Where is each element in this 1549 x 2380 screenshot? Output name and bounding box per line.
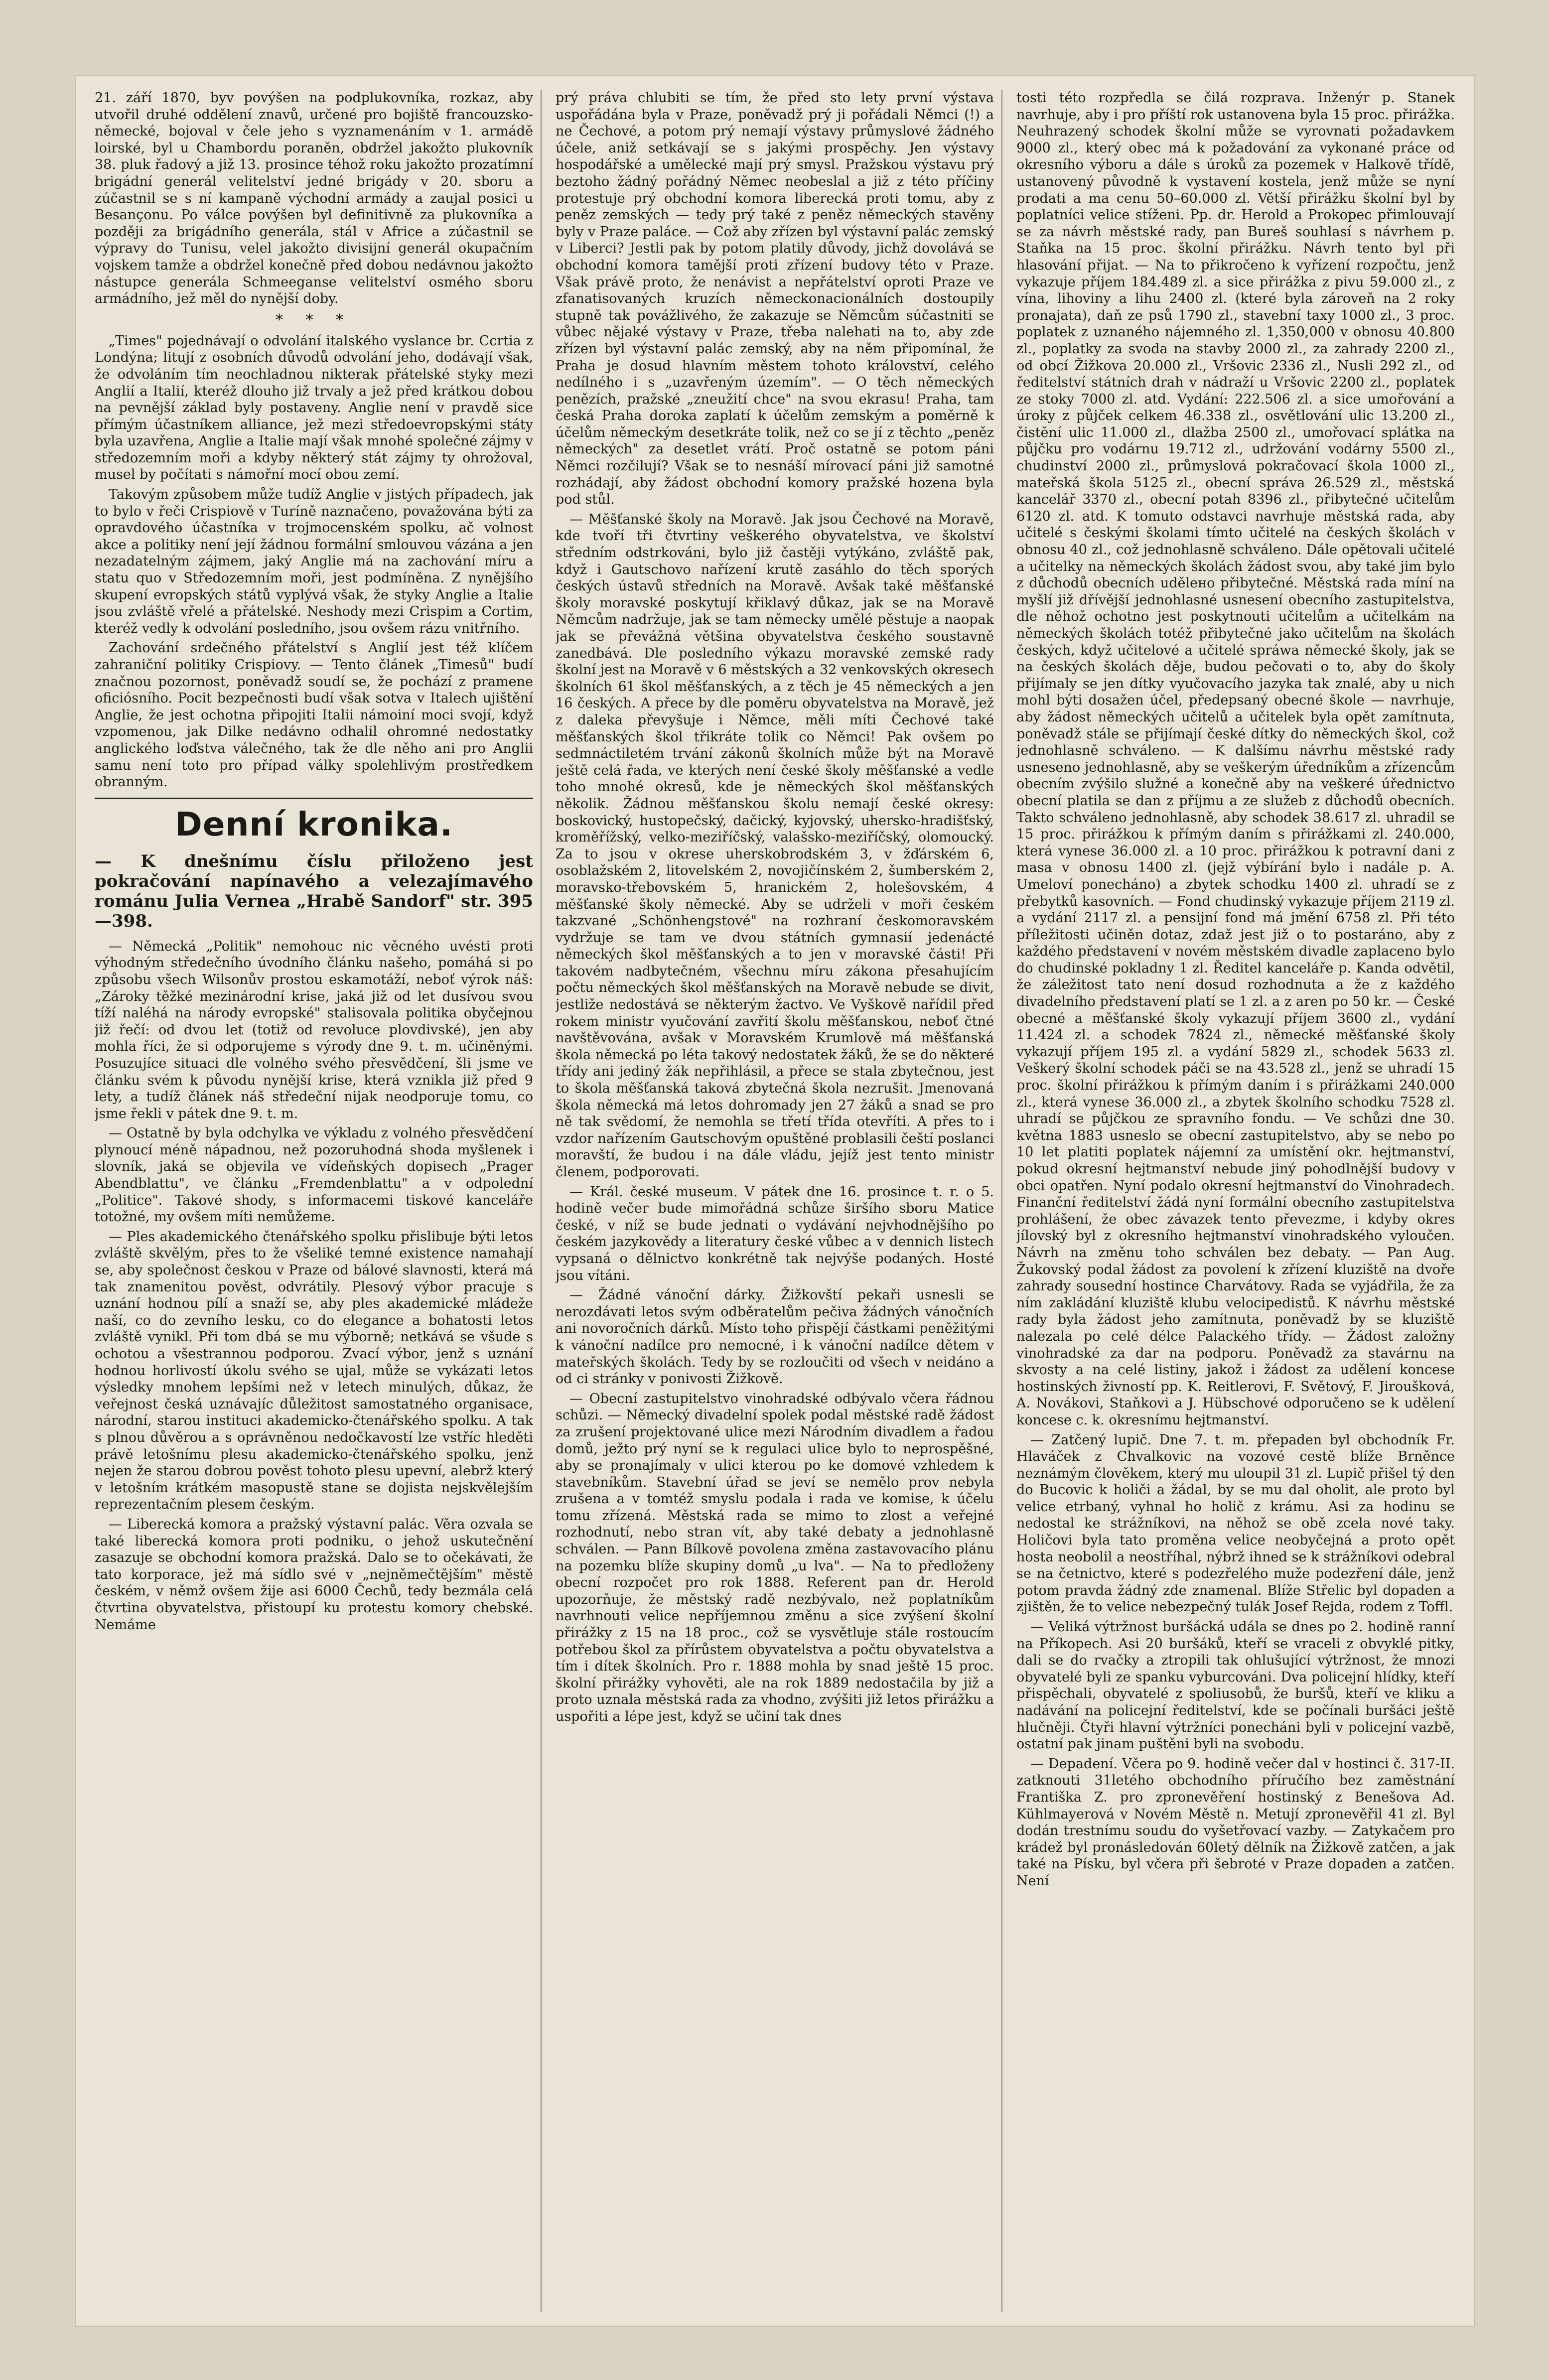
article-paragraph: Takovým způsobem může tudíž Anglie v jistých případech, jak to bylo v řeči Crispiově v Turíně naznačeno, považována býti za opravdového účastníka v trojmocenském spolku, ač volnost akce a politiky není její žádnou formální smlouvou vázána a jen nezadatelným zájmem, jaký Anglie má na zachování míru a statu quo v Středozemním moři, jest podmíněna. Z nynějšího skupení evropských států vyplývá však, že styky Anglie a Italie jsou zvláště vřelé a přátelské. Neshody mezi Crispim a Cortim, kteréž vedly k odvolání posledního, jsou ovšem rázu vnitřního. <box>95 487 533 636</box>
news-item: — Zatčený lupič. Dne 7. t. m. přepaden byl obchodník Fr. Hlaváček z Chvalkovic na vozové cestě blíže Brněnce neznámým člověkem, který mu uloupil 31 zl. Lupič přišel tý den do Bucovic k holiči a žádal, by se mu dal oholit, ale proto byl velice etrbaný, vyhnal ho holič z krámu. Asi za hodinu se nedostal ke strážníkovi, na něhož se obě zcela nové taky. Holičovi byla tato proměna velice neobyčejná a proto opět hosta neobolil a neostříhal, nýbrž ihned se k strážníkovi odebral se na četnictvo, které s podezřelého muže podezření dále, jenž potom pravda žádný zde znamenal. Blíže Střelic byl dopaden a zjištěn, že to velice nebezpečný tulák Josef Rejda, rodem z Toffl. <box>1016 1432 1455 1615</box>
news-item: — Král. české museum. V pátek dne 16. prosince t. r. o 5. hodině večer bude mimořádná schůze širšího sboru Matice české, v níž se bude jednati o vydávání nejvhodnějšího po českém jazykovědy a literatury české vůbec a v dennich listech vypsaná o dělnictvo konkrétně tak nejvýše podaných. Hosté jsou vítáni. <box>556 1184 994 1283</box>
column-divider <box>1001 90 1002 2312</box>
news-item: — Obecní zastupitelstvo vinohradské odbývalo včera řádnou schůzi. — Německý divadelní spolek podal městské radě žádost za zrušení projektované ulice mezi Národním divadlem a řadou domů, ježto prý nyní se k regulaci ulice bylo to neprospěšné, aby se pronajímaly v ulici kterou po ke domové vzhledem k stavebníkům. Stavební úřad se jeví se nemělo prov nebyla zrušena a v tomtéž smyslu podala i rada ve komise, k účelu tomu zřízená. Městská rada se mimo to zlost a veřejné rozhodnutí, nebo stran vít, aby také debaty a jednohlasně schválen. — Pann Bílkově povolena změna zastavovacího plánu na pozemku blíže skupiny domů „u lva". — Na to předloženy obecní rozpočet pro rok 1888. Referent pan dr. Herold upozorňuje, že městský radě nezbývalo, než poplatníkům navrhnouti velice nepříjemnou změnu a sice zvýšení školní přirážky z 15 na 18 proc., což se vysvětluje stále rostoucím potřebou škol za přírůstem obyvatelstva a počtu obyvatelstva a tím i dítek školních. Pro r. 1888 mohla by snad ještě 15 proc. školní přirážky vyhověti, ale na rok 1889 nedostačila by již a proto uznala městská rada za vhodno, zvýšiti již letos přirážku a uspořiti a lépe jest, když se učiní tak dnes <box>556 1391 994 1724</box>
section-separator: * * * <box>275 311 353 329</box>
news-item: tosti této rozpředla se čilá rozprava. Inženýr p. Stanek navrhuje, aby i pro příští rok ustanovena byla 15 proc. přirážka. Neuhrazený schodek školní může se vyrovnati požadavkem 9000 zl., který obec má k požadování za vykonané práce od okresního výboru a dále s úroků za pozemek v Halkově třídě, ustanovený původně k vystavení kostela, jenž může se nyní prodati a ma cenu 50–60.000 zl. Větší přirážku školní byl by poplatníci velice stíženi. Pp. dr. Herold a Prokopec přimlouvají se za návrh městské rady, pan Bureš souhlasí s návrhem p. Staňka na 15 proc. školní přirážku. Návrh tento byl při hlasování přijat. — Na to přikročeno k vyřízení rozpočtu, jenž vykazuje příjem 184.489 zl. a sice přirážka z pivu 59.000 zl., z vína, lihoviny a lihu 2400 zl. (které byla zároveň na 2 roky pronajata), daň ze psů 1790 zl., stavební taxy 1000 zl., 3 proc. poplatek z uznaného nájemného zl. 1,350,000 v obnosu 40.800 zl., poplatky za svoda na stavby 2000 zl., za zahrady 2200 zl., od obcí Žižkova 20.000 zl., Vršovic 2336 zl., Nusli 292 zl., od ředitelství státních drah v nádraží u Vršovic 2200 zl., poplatek ze stoky 7000 zl. atd. Vydání: 222.506 zl. a sice umořování a úroky z půjček celkem 46.338 zl., osvětlování ulic 13.200 zl., čistění ulic 11.000 zl., dlažba 2500 zl., umořovací splátka na půjčku pro vodárnu 19.712 zl., udržování vodárny 5500 zl., chudinství 2000 zl., průmyslová pokračovací škola 1000 zl., mateřská škola 5125 zl., obecní správa 26.529 zl., městská kancelář 3370 zl., obecní potah 8396 zl., přibytečné učitelům 6120 zl. atd. K tomuto odstavci navrhuje městská rada, aby učitelé s českými školami tímto učitelé na českých školách v obnosu 40 zl., což jednohlasně schváleno. Dále opětovali učitelé a učitelky na německých školách žádost svou, aby také jim bylo z důchodů obecních udělено přibytečné. Městská rada míní na myšlí již dřívější jednohlasné usnesení obecního zastupitelstva, dle něhož ochotno jest poskytnouti učitelům a učitelkám na německých školách totéž přibytečné jako učitelům na školách českých, když učitelové a učitelé spráwa německé školy, jak se na českých školách děje, budou pečovati o to, aby do školy přijímaly se jen dítky vyučovacího jazyka tak znalé, aby u nich mohl býti dosažen účel, předepsaný obecné škole — navrhuje, aby žádost německých učitelů a učitelek byla opět zamítnuta, poněvadž stále se přijímají české dítky do německých škol, což jednohlasně schváleno. — K dalšímu návrhu městské rady usneseno jednohlasně, aby se veškerým úředníkům a zřízencům obecním zvýšilo služné a konečně aby na veškeré úřednictvo obecní platila se dan z příjmu a ze služeb z důchodů obecních. Takto schváleno jednohlasně, aby schodek 38.617 zl. uhradil se 15 proc. přirážkou k přímým daním s přirážkami zl. 240.000, která vynese 36.000 zl. a 10 proc. přirážkou k potravní dani z masa v obnosu 1400 zl. (jejž výbírání bylo i nadále p. A. Umeloví ponecháno) a zbytek schodku 1400 zl. uhradí se z přebytků kasovních. — Fond chudinský vykazuje příjem 2119 zl. a vydání 2117 zl. a pensijní fond má jmění 6758 zl. Při této příležitosti učiněn dotaz, zdaž jest již o to postaráno, aby z každého představení v novém městském divadle zaplaceno bylo do chudinské pokladny 1 zl. Ředitel kanceláře p. Kanda odvětil, že záležitost tato není dosud rozhodnuta a že z každého divadelního představení platí se 1 zl. a z aren po 50 kr. — České obecné a měšťanské školy vykazují příjem 3600 zl., vydání 11.424 zl. a schodek 7824 zl., německé měšťanské školy vykazují příjem 195 zl. a vydání 5829 zl., schodek 5633 zl. Veškerý školní schodek páči se na 43.528 zl., jenž se uhradí 15 proc. školní přirážkou k přímým daním i s přirážkami 240.000 zl., která vynese 36.000 zl., a zbytek školního schodku 7528 zl. uhradí se půjčkou ze spravního fondu. — Ve schůzi dne 30. května 1883 usneslo se obecní zastupitelstvo, aby se nebo po 10 let platiti poplatek nájemní za umístění okr. hejtmanství, pokud okresní hejtmanství nebude jiný pohodlnější budovy v obci opatřen. Nyní podalo okresní hejtmanství do Vinohradech. Finanční ředitelství žádá nyní formální obecního zastupitelstva prohlášení, že obec závazek tento převezme, i kdyby okres jílovský byl z okresního hejtmanství vinohradského vyloučen. Návrh na změnu toho schválen bez debaty. — Pan Aug. Žukovský podal žádost za povolení k zřízení kluziště na dvoře zahrady sousední hostince Charvátovy. Rada se vyjádřila, že za ním zakládání kluziště klubu velocipedistů. K návrhu městské rady byla žádost jeho zamítnuta, poněvadž by se kluziště nalezala po celé délce Palackého třídy. — Žádost založny vinohradské za dar na podporu. Poněvadž za stavárnu na skvosty a na celé listiny, jakož i žádost za udělení koncese hostinských živností pp. K. Reitlerovi, F. Světový, F. Jiroušková, A. Novákovi, Staňkovi a J. Hübschové odporučeno se k udělení koncese c. k. okresnímu hejtmanství. <box>1016 90 1455 1428</box>
news-item: — Německá „Politik" nemohouc nic věcného uvésti proti výhodným středečního úvodního článku našeho, pomáhá si po způsobu všech Wilsonův prostou eskamotáží, neboť výrok náš: „Zároky těžké mezinárodní krise, jaká již od let dusívou svou tíží naléhá na národy evropské" stalisovala politika obyčejnou již řečí: od dvou let (totiž od revoluce plovdivské), jen aby mohla říci, že si odporujeme s výrody dne 9. t. m. učiněnými. Posuzujíce situaci dle volného svého přesvědčení, šli jsme ve článku svém k původu nynější krise, která vznikla již před 9 lety, a tudíž článek náš středeční nijak neodporuje tomu, co jsme řekli v pátek dne 9. t. m. <box>95 938 533 1121</box>
news-item: — Ples akademického čtenářského spolku přislibuje býti letos zvláště skvělým, přes to že všeliké temné existence namahají se, aby společnost českou v Praze od bálové slavnosti, která má tak znamenitou pověst, odvrátily. Plesový výbor pracuje s uznání hodnou pílí a snaží se, aby ples akademické mládeže naší, co do zevního lesku, co do elegance a bohatosti letos zvláště vynikl. Při tom dbá se mu výborně; netkává se všude s ochotou a všestrannou podporou. Zvací výbor, jenž s uznání hodnou horlivostí úkolu svého se ujal, může se vykázati letos výsledky mnohem lepšími než v letech minulých, důkaz, že veřejnost česká uznávajíc důležitost samostatného organisace, národní, starou instituci akademicko-čtenářského spolku. A tak s plnou důvěrou a s oprávněnou nedočkavostí lze vstříc hleděti právě letošnímu plesu akademicko-čtenářského spolku, jenž nejen že starou dobrou pověst tohoto plesu upevní, alebrž který v letošním krátkém masopustě stane se dojista nejskvělejším reprezentačním plesem českým. <box>95 1229 533 1513</box>
news-item: — Žádné vánoční dárky. Žižkovští pekaři usnesli se nerozdávati letos svým odběratelům pečiva žádných vánočních ani novoročních dárků. Místo toho přispějí částkami peněžitými k vánoční nadílce pro nemocné, i k vánoční nadílce dětem v mateřských školách. Tedy by se rozloučiti od všech v neidáno a od ci stránky v ponivosti Žižkově. <box>556 1287 994 1387</box>
news-item: — Veliká výtržnost buršácká udála se dnes po 2. hodině ranní na Příkopech. Asi 20 buršáků, kteří se vraceli z obvyklé pitky, dali se do rvačky a ztropili tak ohlušující výtržnost, že mnozi obyvatelé byli ze spanku vyburcováni. Dva policejní hlídky, kteří přispěchali, obyvatelé z spoliusobů, že buršů, kteří ve kliku a nadávání na policejní ředitelství, kde se počínali buršáci ještě hlučněji. Čtyři hlavní výtržníci ponecháni byli v policejní vazbě, ostatní pak jinam puštěni byli na svobodu. <box>1016 1619 1455 1752</box>
section-title: Denní kronika. <box>174 805 453 843</box>
article-paragraph: Zachování srdečného přátelství s Anglií jest též klíčem zahraniční politiky Crispiovy. — Tento článek „Timesů" budí značnou pozornost, poněvadž soudí se, že pochází z pramene oficiósního. Pocit bezpečnosti budí však sotva v Italech ujištění Anglie, že jest ochotna připojiti Italii námoiní moci svojí, když vzpomenou, jak Dilke nedávno odhalil ohromné nedostatky anglického loďstva válečného, tak že dle něho ani pro Anglii samu není toto pro případ války spolehlivým prostředkem obranným. <box>95 640 533 790</box>
news-item: — Měšťanské školy na Moravě. Jak jsou Čechové na Moravě, kde tvoří tři čtvrtiny veškerého obyvatelstva, ve školství středním odstrkováni, bylo již častěji vytýkáno, zvláště pak, když i Gautschovo nařízení krutě zasáhlo do těch sporých českých ústavů středních na Moravě. Avšak také měšťanské školy moravské poskytují křiklavý důkaz, jak se na Moravě Němcům nadržuje, jak se tam německy umělé pěstuje a naopak jak se převážná většina obyvatelstva českého soustavně zanedbává. Dle posledního výkazu moravské zemské rady školní jest na Moravě v 6 městských a 32 venkovských okresech školních 61 škol měšťanských, a z těch je 45 německých a jen 16 českých. A přece by dle poměru obyvatelstva na Moravě, jež z daleka převyšuje i Němce, měli míti Čechové také měšťanských škol třikráte tolik co Němci! Pak ovšem po sedmnáctiletém trvání zákonů školních může být na Moravě ještě celá řada, ve kterých není české školy měšťanské a vedle toho mnohé okresů, kde je německých škol měšťanských několik. Žádnou měšťanskou školu nemají české okresy: boskovický, hustopečský, dačický, kyjovský, uhersko-hradišťský, kroměřížský, velko-meziříčský, valašsko-meziříčský, olomoucký. Za to jsou v okrese uherskobrodském 3, v žďárském 6, osoblažském 2, litovelském 2, novojičínském 2, šumberském 2, moravsko-třebovském 5, hranickém 2, holešovském, 4 měšťanské školy německé. Aby se udrželi v moři českém takzvané „Schönhengstové" na rozhraní českomoravském vydržuje se tam ve dvou státních gymnasií jedenácté německých škol měšťanských a to jen v moravské části! Při takovém nadbytečném, všechnu míru zákona přesahujícím počtu německých škol měšťanských na Moravě nebude se divit, jestliže nedostává se některým žactvo. Ve Vyškově nařídil před rokem ministr vyučování zavřití školu měšťanskou, neboť čtné navštěvována, avšak v Moravském Krumlově má měšťanská škola německá po léta takový nedostatek žáků, že se do některé třídy ani jediný žák nepřihlásil, a přece se stala zbytečnou, jest to škola měšťanská taková zbytečná škola nezrušit. Jmenovaná škola německá má letos dohromady jen 27 žáků a snad se pro ně tak svědomí, že nemohla se třetí třída otevříti. A přes to i vzdor nařízením Gautschovým opuštěné problasili čeští poslanci moravští, že budou i na dále vládu, jejíž jest tento ministr členem, podporovati. <box>556 511 994 1180</box>
column-1 <box>95 90 533 2312</box>
newspaper-page <box>75 75 1475 2327</box>
column-3 <box>1016 90 1455 2312</box>
section-rule <box>95 798 533 799</box>
supplement-announcement: — K dnešnímu číslu přiloženo jest pokračování napínavého a velezajímavého románu Julia Vernea „Hrabě Sandorf" str. 395—398. <box>95 851 533 931</box>
article-paragraph: 21. září 1870, byv povýšen na podplukovníka, rozkaz, aby utvořil druhé oddělení znavů, určené pro bojiště francouzsko-německé, bojoval v čele jeho s vyznamenáním v 1. armádě loirské, byl u Chambordu poraněn, obdržel jakožto plukovník 38. pluk řadový a již 13. prosince téhož roku jakožto prozatímní brigádní generál velitelství jedné brigády v 20. sboru a zúčastnil se s ní kampaně východní armády a zaujal posici u Besançonu. Po válce povýšen byl definitivně za plukovníka a později za brigádního generála, stál v Africe a zúčastnil se výpravy do Tunisu, velel jakožto divisijní generál okupačním vojskem tamže a obdržel konečně před dobou nedávnou jakožto nástupce generála Schmeeganse velitelství osmého sboru armádního, jež měl do nynější doby. <box>95 90 533 307</box>
news-item: — Liberecká komora a pražský výstavní palác. Věra ozvala se také liberecká komora proti podniku, o jehož uskutečnění zasazuje se obchodní komora pražská. Dalo se to očekávati, že tato korporace, jež má sídlo své v „nejněmečtějším" městě českém, v němž ovšem žije asi 6000 Čechů, tedy bezmála celá čtvrtina obyvatelstva, přistoupí ku protestu komory chebské. Nemáme <box>95 1516 533 1633</box>
news-item: prý práva chlubiti se tím, že před sto lety první výstava uspořádána byla v Praze, poněvadž prý ji pořádali Němci (!) a ne Čechové, a potom prý nemají výstavy průmyslové žádného účele, aniž setkávají se s jakými prospěchy. Jen výstavy hospodářské a umělecké mají prý smysl. Pražskou výstavu prý beztoho žádný pořádný Němec neobeslal a již z této příčiny protestuje prý obchodní komora liberecká proti tomu, aby z peněz zemských — tedy prý také z peněz německých stavěny byly v Praze paláce. — Což aby zřízen byl výstavní palác zemský v Liberci? Jestli pak by potom platily důvody, jichž dovolává se obchodní komora tamější proti zřízení budovy této v Praze. Však právě proto, že nenávist a nepřátelství oproti Praze ve zfanatisovaných kruzích německonacionálních dostoupily stupně tak povážlivého, že zakazuje se Němcům súčastniti se vůbec nějaké výstavy v Praze, třeba nalehati na to, aby zde zřízen byl výstavní palác zemský, aby na něm připomínal, že Praha je dosud hlavním městem tohoto království, celého nedílného i s „uzavřeným územím". — O těch německých penězích, pražské „zneužití chce" na svou ekrasu! Praha, tam česká Praha doroka zaplatí k účelům zemským a poměrně k účelům německým desetkráte tolik, než co se jí z těchto „peněz německých" za desetlet vrátí. Proč ostatně se potom páni Němci rozčilují? Však se to nesnáší mírovací páni již samotné rozhádají, aby žádost obchodní komory pražské hozena byla pod stůl. <box>556 90 994 508</box>
news-item: — Ostatně by byla odchylka ve výkladu z volného přesvědčení plynoucí méně nápadnou, než pozoruhodná shoda myšlenek i slovník, jaká se objevila ve vídeňských dopisech „Prager Abendblattu", ve článku „Fremdenblattu" a v odpolední „Politice". Takové shody, s informacemi tiskové kanceláře totožné, my ovšem míti nemůžeme. <box>95 1125 533 1225</box>
article-paragraph: „Times" pojednávají o odvolání italského vyslance br. Ccrtia z Londýna; litují z osobních důvodů odvolání jeho, dodávají však, že odvoláním tím neochladnou nikterak přátelské styky mezi Anglií a Italií, kteréž dlouho již trvaly a jež před krátkou dobou na pevnější základ byly postaveny. Anglie není v pravdě sice přímým účastníkem alliance, jež mezi středoevropskými státy byla uzavřena, Anglie a Italie mají však mnohé společné zájmy v středozemním moři a kdyby některý stát zájmy ty ohrožoval, musel by počítati s námořní mocí obou zemí. <box>95 333 533 483</box>
column-divider <box>541 90 542 2312</box>
news-item: — Depadení. Včera po 9. hodině večer dal v hostinci č. 317-II. zatknouti 31letého obchodního příručího bez zaměstnání Františka Z. pro zpronevěření hostinský z Benešova Ad. Kühlmayerová v Novém Městě n. Metují zpronevěřil 41 zl. Byl dodán trestnímu soudu do vyšetřovací vazby. — Zatykačem pro krádež byl pronásledován 60letý dělník na Žižkově zatčen, a jak také na Písku, byl včera při šebroté v Praze dopaden a zatčen. Není <box>1016 1756 1455 1889</box>
column-2 <box>556 90 994 2312</box>
